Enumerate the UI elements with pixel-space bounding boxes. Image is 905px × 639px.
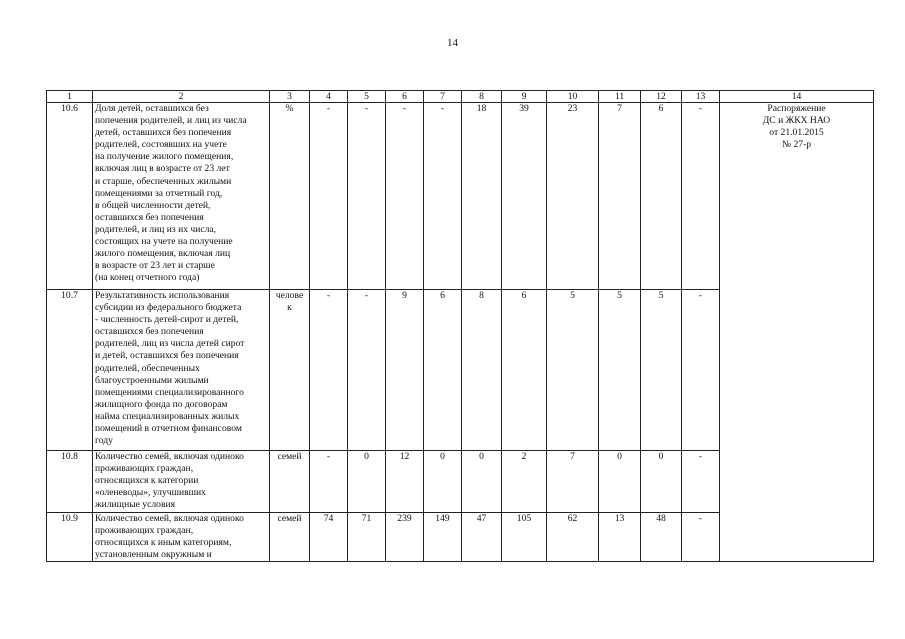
- value-cell: 23: [547, 103, 599, 290]
- value-cell: -: [310, 103, 348, 290]
- value-cell: -: [682, 451, 720, 513]
- value-cell: 8: [462, 290, 502, 451]
- value-cell: 7: [599, 103, 641, 290]
- value-cell: 6: [424, 290, 462, 451]
- indicator-name: Доля детей, оставшихся без попечения родителей, и лиц из числа детей, оставшихся без попечения родителей, состоявших на учете на получение жилого помещения, включая лиц в возрасте от 23 лет и старше, обеспеченных жилыми помещениями за отчетный год, в общей численности детей, оставшихся без попечения родителей, и лиц из их числа, состоящих на учете на получение жилого помещения, включая лиц в возрасте от 23 лет и старше (на конец отчетного года): [93, 103, 270, 290]
- column-header: 4: [310, 91, 348, 103]
- column-header: 6: [386, 91, 424, 103]
- column-header: 9: [502, 91, 547, 103]
- value-cell: 9: [386, 290, 424, 451]
- column-header: 12: [641, 91, 682, 103]
- value-cell: 48: [641, 513, 682, 562]
- value-cell: 149: [424, 513, 462, 562]
- value-cell: -: [682, 290, 720, 451]
- indicators-table: [46, 90, 874, 562]
- value-cell: -: [348, 290, 386, 451]
- value-cell: 2: [502, 451, 547, 513]
- column-header: 8: [462, 91, 502, 103]
- value-cell: 0: [599, 451, 641, 513]
- value-cell: 71: [348, 513, 386, 562]
- unit-cell: %: [270, 103, 310, 290]
- value-cell: 13: [599, 513, 641, 562]
- row-id: 10.8: [47, 451, 93, 513]
- value-cell: 39: [502, 103, 547, 290]
- indicator-name: Количество семей, включая одиноко проживающих граждан, относящихся к иным категориям, установленным окружным и: [93, 513, 270, 562]
- header-row: [47, 91, 874, 103]
- column-header: 5: [348, 91, 386, 103]
- value-cell: 0: [462, 451, 502, 513]
- indicator-name: Результативность использования субсидии из федерального бюджета - численность детей-сирот и детей, оставшихся без попечения родителей, лиц из числа детей сирот и детей, оставшихся без попечения родителей, обеспеченных благоустроенными жилыми помещениями специализированного жилищного фонда по договорам найма специализированных жилых помещений в отчетном финансовом году: [93, 290, 270, 451]
- value-cell: 62: [547, 513, 599, 562]
- column-header: 11: [599, 91, 641, 103]
- column-header: 13: [682, 91, 720, 103]
- column-header: 1: [47, 91, 93, 103]
- value-cell: -: [386, 103, 424, 290]
- indicator-name: Количество семей, включая одиноко проживающих граждан, относящихся к категории «оленеводы», улучшивших жилищные условия: [93, 451, 270, 513]
- value-cell: 6: [502, 290, 547, 451]
- value-cell: 74: [310, 513, 348, 562]
- value-cell: 12: [386, 451, 424, 513]
- column-header: 3: [270, 91, 310, 103]
- value-cell: 7: [547, 451, 599, 513]
- value-cell: 0: [641, 451, 682, 513]
- row-id: 10.6: [47, 103, 93, 290]
- value-cell: 6: [641, 103, 682, 290]
- column-header: 7: [424, 91, 462, 103]
- value-cell: -: [310, 290, 348, 451]
- value-cell: 5: [599, 290, 641, 451]
- value-cell: -: [424, 103, 462, 290]
- value-cell: 5: [547, 290, 599, 451]
- value-cell: 5: [641, 290, 682, 451]
- page-number: 14: [447, 37, 458, 49]
- unit-cell: челове к: [270, 290, 310, 451]
- value-cell: -: [348, 103, 386, 290]
- column-header: 14: [720, 91, 874, 103]
- value-cell: 18: [462, 103, 502, 290]
- value-cell: 105: [502, 513, 547, 562]
- column-header: 2: [93, 91, 270, 103]
- value-cell: 0: [348, 451, 386, 513]
- column-header: 10: [547, 91, 599, 103]
- unit-cell: семей: [270, 451, 310, 513]
- value-cell: -: [682, 513, 720, 562]
- value-cell: 0: [424, 451, 462, 513]
- row-id: 10.9: [47, 513, 93, 562]
- value-cell: -: [682, 103, 720, 290]
- value-cell: 239: [386, 513, 424, 562]
- row-id: 10.7: [47, 290, 93, 451]
- value-cell: 47: [462, 513, 502, 562]
- table-row: [47, 103, 874, 290]
- source-note: Распоряжение ДС и ЖКХ НАО от 21.01.2015 № 27-р: [720, 103, 874, 562]
- unit-cell: семей: [270, 513, 310, 562]
- value-cell: -: [310, 451, 348, 513]
